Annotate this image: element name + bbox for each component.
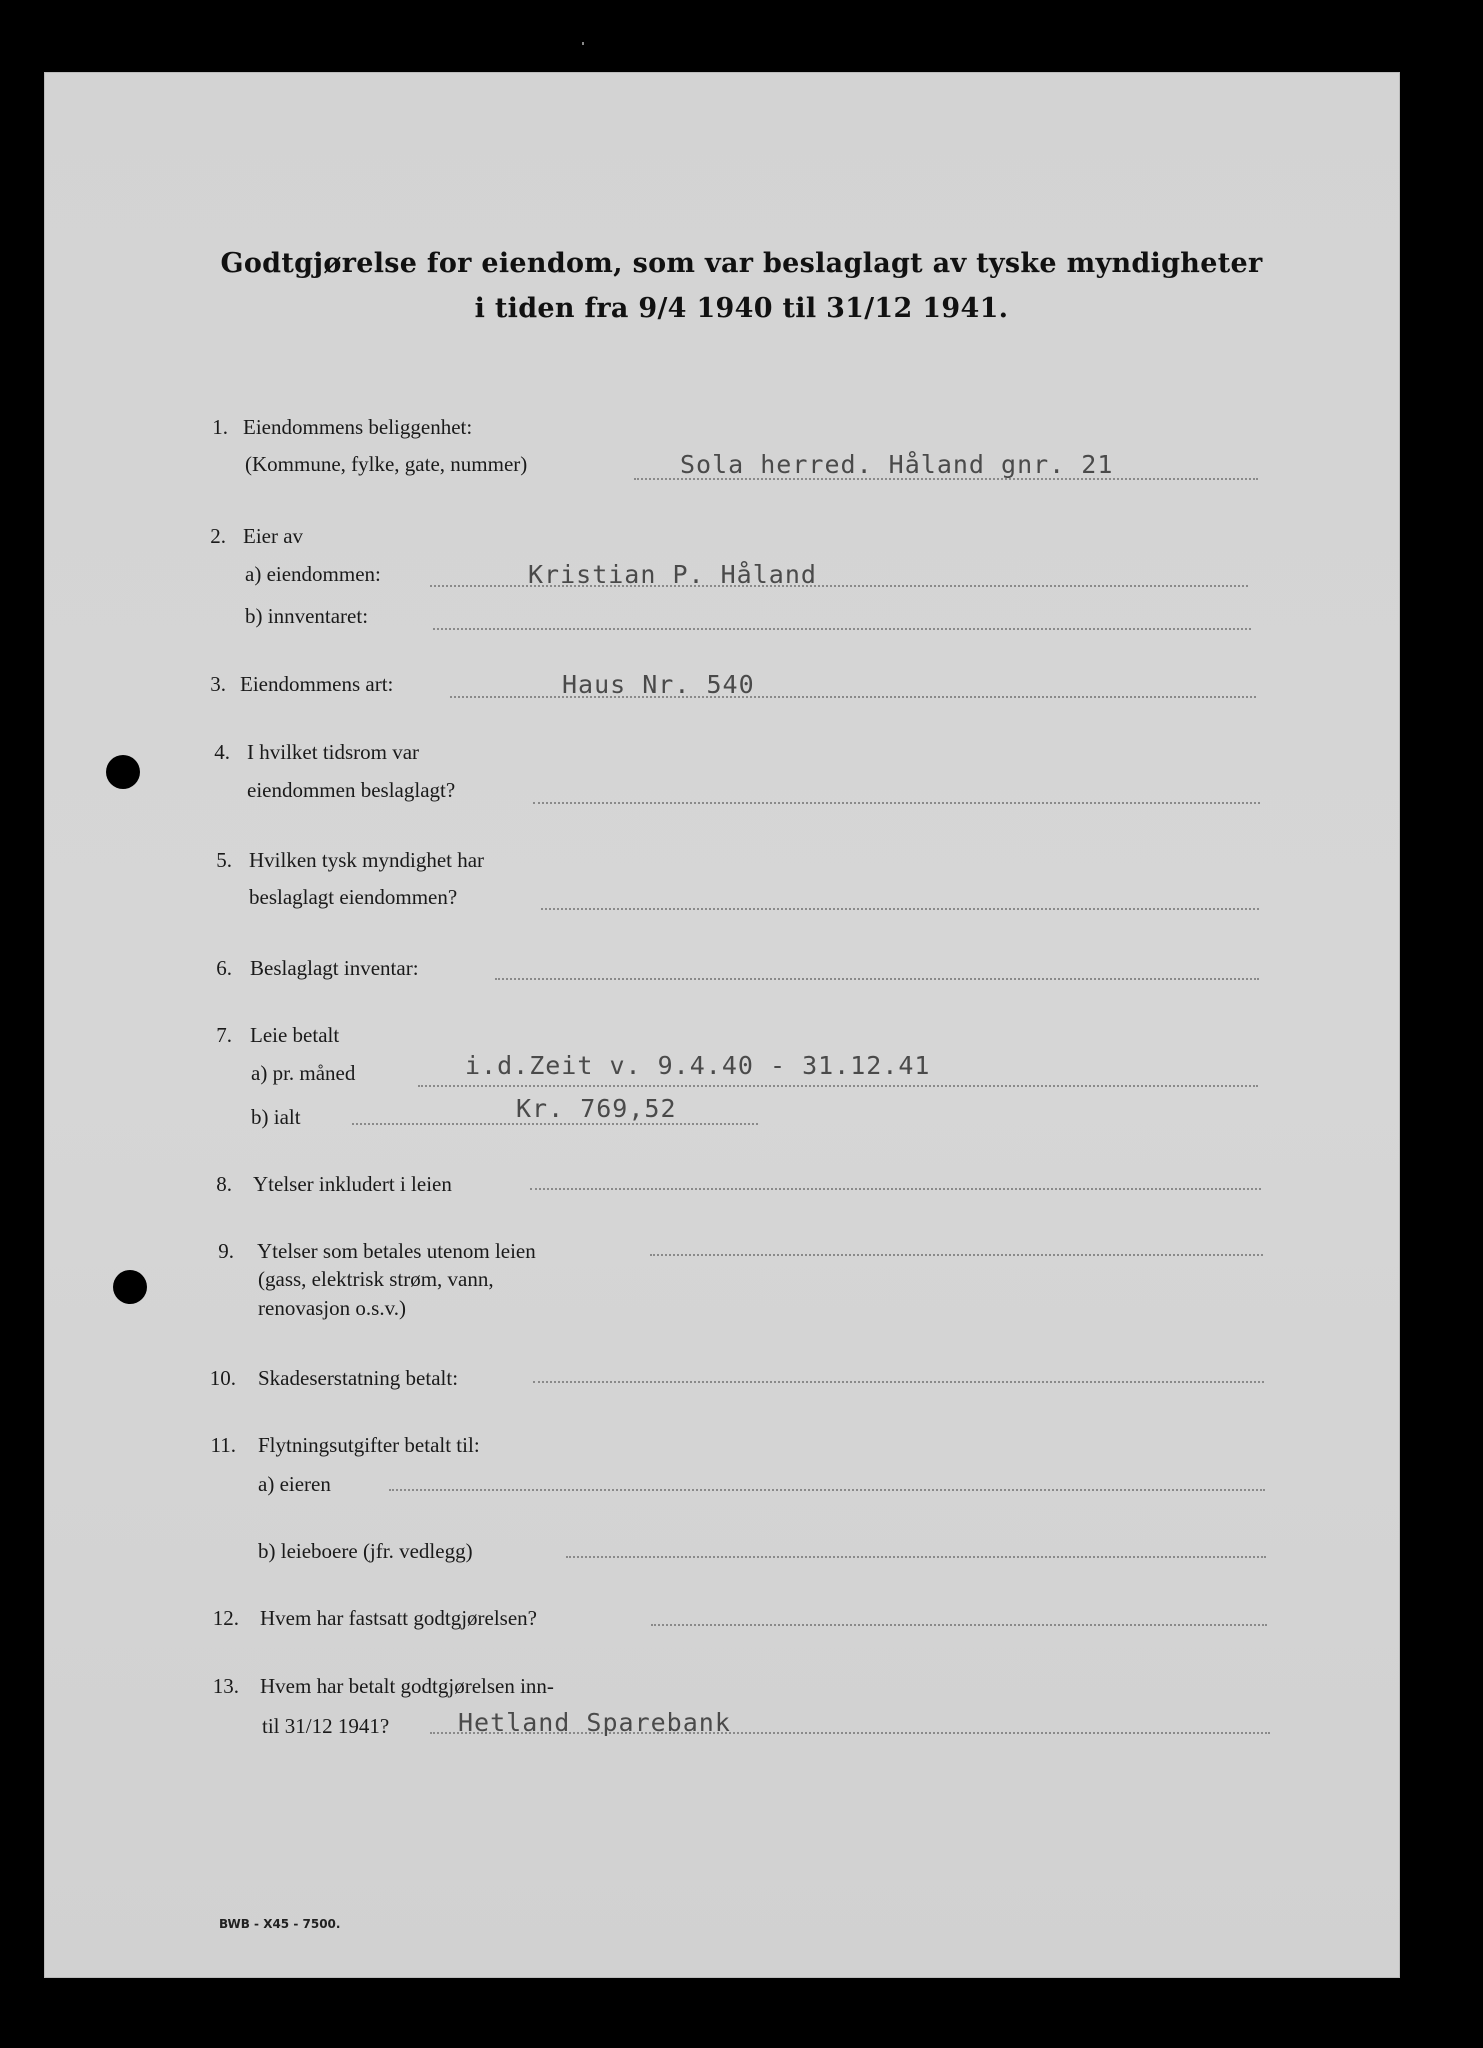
q2b-label: b) innventaret:	[245, 604, 369, 628]
q7-label: Leie betalt	[250, 1023, 340, 1047]
q7a-answer: i.d.Zeit v. 9.4.40 - 31.12.41	[465, 1051, 931, 1080]
item-number-11: 11.	[210, 1433, 236, 1457]
form-sheet	[44, 72, 1400, 1978]
q13-answer: Hetland Sparebank	[458, 1708, 731, 1737]
item-number-10: 10.	[209, 1366, 236, 1390]
printer-mark: BWB - X45 - 7500.	[219, 1917, 341, 1931]
q8-answer-line	[530, 1188, 1261, 1190]
item-number-13: 13.	[212, 1674, 239, 1698]
q7b-answer-line	[352, 1123, 758, 1125]
item-number-6: 6.	[216, 956, 232, 980]
q10-label: Skadeserstatning betalt:	[258, 1366, 459, 1390]
q7a-label: a) pr. måned	[251, 1061, 356, 1085]
dust-speck	[582, 42, 584, 45]
q2-label: Eier av	[243, 524, 304, 548]
q9-label-cont2: renovasjon o.s.v.)	[258, 1296, 406, 1320]
q3-label: Eiendommens art:	[240, 672, 394, 696]
q7b-label: b) ialt	[251, 1105, 301, 1129]
q6-answer-line	[495, 978, 1259, 980]
q11-label: Flytningsutgifter betalt til:	[258, 1433, 480, 1457]
q7b-answer: Kr. 769,52	[516, 1094, 677, 1123]
item-number-7: 7.	[216, 1023, 232, 1047]
q2a-label: a) eiendommen:	[245, 562, 381, 586]
form-title-line2: i tiden fra 9/4 1940 til 31/12 1941.	[474, 293, 1009, 324]
item-number-12: 12.	[212, 1606, 239, 1630]
q2b-answer-line	[433, 628, 1251, 630]
q4-label-cont: eiendommen beslaglagt?	[247, 778, 456, 802]
q4-label: I hvilket tidsrom var	[247, 740, 420, 764]
q13-label: Hvem har betalt godtgjørelsen inn-	[260, 1674, 554, 1698]
q9-answer-line	[650, 1254, 1263, 1256]
item-number-3: 3.	[210, 672, 226, 696]
q6-label: Beslaglagt inventar:	[250, 956, 419, 980]
q12-label: Hvem har fastsatt godtgjørelsen?	[260, 1606, 537, 1630]
q1-answer: Sola herred. Håland gnr. 21	[680, 450, 1114, 479]
q5-label: Hvilken tysk myndighet har	[249, 848, 485, 872]
q9-label: Ytelser som betales utenom leien	[257, 1239, 536, 1263]
item-number-2: 2.	[210, 524, 226, 548]
q10-answer-line	[533, 1381, 1264, 1383]
q11b-answer-line	[566, 1556, 1266, 1558]
punch-hole-lower	[113, 1270, 147, 1304]
q8-label: Ytelser inkludert i leien	[253, 1172, 452, 1196]
q4-answer-line	[533, 802, 1260, 804]
item-number-1: 1.	[212, 415, 228, 439]
q11a-answer-line	[389, 1489, 1265, 1491]
q13-label-cont: til 31/12 1941?	[262, 1714, 390, 1738]
q5-label-cont: beslaglagt eiendommen?	[249, 885, 458, 909]
q12-answer-line	[651, 1624, 1267, 1626]
item-number-4: 4.	[214, 740, 230, 764]
q11b-label: b) leieboere (jfr. vedlegg)	[258, 1539, 473, 1563]
item-number-8: 8.	[216, 1172, 232, 1196]
q2a-answer: Kristian P. Håland	[528, 560, 817, 589]
q5-answer-line	[541, 908, 1259, 910]
form-title-line1: Godtgjørelse for eiendom, som var beslaglagt av tyske myndigheter	[220, 248, 1263, 279]
q1-sublabel: (Kommune, fylke, gate, nummer)	[245, 452, 528, 476]
q3-answer: Haus Nr. 540	[562, 670, 755, 699]
item-number-5: 5.	[216, 848, 232, 872]
item-number-9: 9.	[218, 1239, 234, 1263]
q1-label: Eiendommens beliggenhet:	[243, 415, 473, 439]
punch-hole-upper	[106, 755, 140, 789]
q7a-answer-line	[418, 1085, 1258, 1087]
q11a-label: a) eieren	[258, 1472, 331, 1496]
q9-label-cont1: (gass, elektrisk strøm, vann,	[258, 1267, 494, 1291]
